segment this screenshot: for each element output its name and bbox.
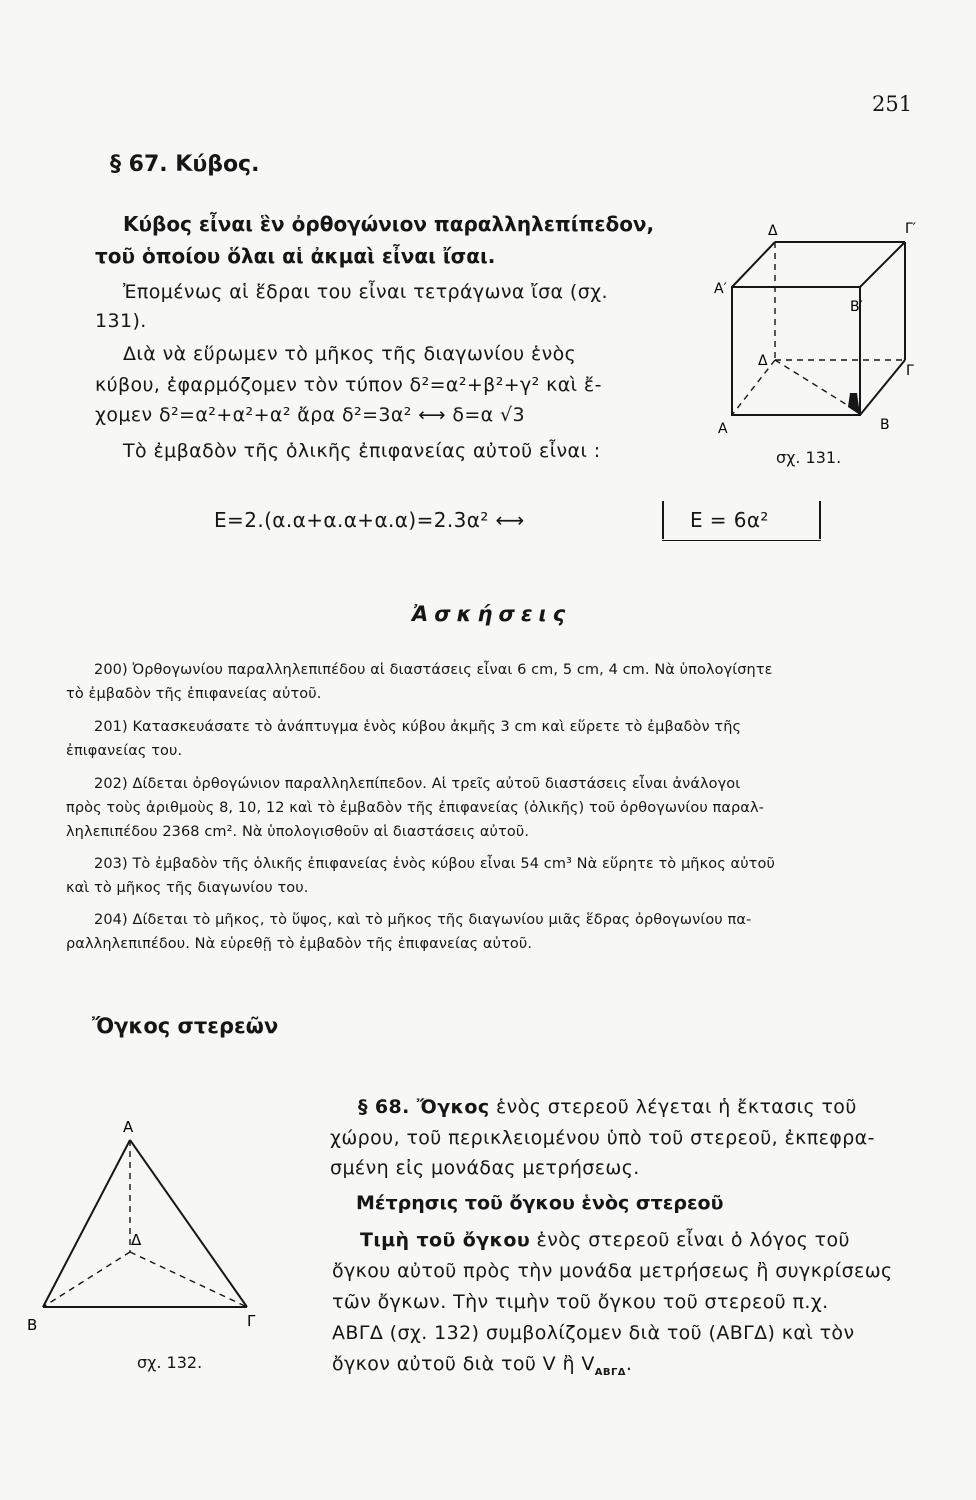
cube-definition-line2: τοῦ ὁποίου ὅλαι αἱ ἀκμαὶ εἶναι ἴσαι. (95, 244, 496, 268)
exercise-202-line3: ληλεπιπέδου 2368 cm². Νὰ ὑπολογισθοῦν αἱ διαστάσεις αὐτοῦ. (66, 824, 530, 840)
tetra-hidden-edge (43, 1252, 130, 1307)
tetra-edge (43, 1140, 130, 1307)
volume-paragraph-line1: Τιμὴ τοῦ ὄγκου ἑνὸς στερεοῦ εἶναι ὁ λόγος τοῦ (360, 1229, 850, 1251)
label-B: Β (27, 1316, 38, 1334)
label-D-top: Δ (768, 223, 778, 239)
section-68-line3: σμένη εἰς μονάδας μετρήσεως. (330, 1157, 640, 1179)
figure-131-cube (700, 215, 930, 475)
section-68-line2: χώρου, τοῦ περικλειομένου ὑπὸ τοῦ στερεοῦ, ἐκπεφρα- (330, 1127, 875, 1149)
diagonal-line (775, 360, 852, 408)
label-G-prime: Γ′ (905, 221, 916, 237)
label-G: Γ (247, 1312, 256, 1330)
label-B-prime: Β′ (850, 299, 863, 315)
tetra-hidden-edge (130, 1252, 247, 1307)
label-B: Β (880, 417, 890, 433)
figure-131-caption: σχ. 131. (776, 448, 842, 467)
figure-132-tetrahedron (25, 1112, 275, 1337)
exercise-201-line1: 201) Κατασκευάσατε τὸ ἀνάπτυγμα ἑνὸς κύβου ἀκμῆς 3 cm καὶ εὕρετε τὸ ἐμβαδὸν τῆς (94, 719, 742, 735)
label-A: Α (718, 421, 728, 437)
exercise-200-line1: 200) Ὀρθογωνίου παραλληλεπιπέδου αἱ διαστάσεις εἶναι 6 cm, 5 cm, 4 cm. Νὰ ὑπολογίσητε (94, 662, 773, 678)
label-A-prime: Α′ (714, 281, 727, 297)
volume-paragraph-line5 (332, 1353, 632, 1378)
exercise-203-line1: 203) Τὸ ἐμβαδὸν τῆς ὁλικῆς ἐπιφανείας ἑνὸς κύβου εἶναι 54 cm³ Νὰ εὕρητε τὸ μῆκος αὐτοῦ (94, 856, 775, 872)
paragraph-diagonal-line3: χομεν δ²=α²+α²+α² ἄρα δ²=3α² ⟷ δ=α √3 (95, 404, 526, 426)
tetra-edge (130, 1140, 247, 1307)
cube-edge (860, 360, 905, 415)
page-number: 251 (872, 92, 913, 116)
area-formula: E=2.(α.α+α.α+α.α)=2.3α² ⟷ (214, 508, 525, 532)
section-67-heading: § 67. Κύβος. (110, 152, 260, 177)
cube-definition-line1: Κύβος εἶναι ἓν ὀρθογώνιον παραλληλεπίπεδον, (123, 212, 655, 236)
volume-line5-text: ὄγκον αὐτοῦ διὰ τοῦ V ἢ V (332, 1353, 595, 1375)
exercise-201-line2: ἐπιφανείας του. (66, 743, 183, 759)
figure-132-caption: σχ. 132. (137, 1353, 203, 1372)
diagonal-arrow-icon (848, 393, 860, 415)
exercise-204-line1: 204) Δίδεται τὸ μῆκος, τὸ ὕψος, καὶ τὸ μῆκος τῆς διαγωνίου μιᾶς ἕδρας ὀρθογωνίου πα- (94, 912, 752, 928)
volume-line5-end: . (625, 1353, 633, 1375)
paragraph-area: Τὸ ἐμβαδὸν τῆς ὁλικῆς ἐπιφανείας αὐτοῦ εἶναι : (123, 440, 601, 462)
paragraph-diagonal-line2: κύβου, ἐφαρμόζομεν τὸν τύπον δ²=α²+β²+γ² καὶ ἔ- (95, 374, 602, 396)
label-D: Δ (131, 1231, 142, 1249)
cube-edge (732, 242, 775, 287)
section-68-line1: § 68. Ὄγκος ἑνὸς στερεοῦ λέγεται ἡ ἔκτασις τοῦ (358, 1096, 857, 1118)
label-G: Γ (906, 363, 914, 379)
volume-subheading: Μέτρησις τοῦ ὄγκου ἑνὸς στερεοῦ (356, 1192, 724, 1214)
hidden-edge (732, 360, 775, 415)
paragraph-faces-line2: 131). (95, 310, 147, 332)
volume-heading: Ὄγκος στερεῶν (92, 1014, 279, 1038)
label-D-bottom: Δ (758, 353, 768, 369)
exercise-202-line1: 202) Δίδεται ὀρθογώνιον παραλληλεπίπεδον. Αἱ τρεῖς αὐτοῦ διαστάσεις εἶναι ἀνάλογοι (94, 776, 741, 792)
paragraph-diagonal-line1: Διὰ νὰ εὕρωμεν τὸ μῆκος τῆς διαγωνίου ἑνὸς (123, 343, 577, 365)
label-A: Α (123, 1118, 134, 1136)
exercise-202-line2: πρὸς τοὺς ἀριθμοὺς 8, 10, 12 καὶ τὸ ἐμβαδὸν τῆς ἐπιφανείας (ὁλικῆς) τοῦ ὀρθογωνίου παραλ- (66, 800, 764, 816)
cube-edge (860, 242, 905, 287)
cube-front-face (732, 287, 860, 415)
paragraph-faces-line1: Ἐπομένως αἱ ἕδραι του εἶναι τετράγωνα ἴσα (σχ. (123, 281, 608, 303)
boxed-formula-underline (662, 540, 821, 541)
exercises-title: Ἀσκήσεις (412, 602, 572, 626)
volume-paragraph-line3: τῶν ὄγκων. Τὴν τιμὴν τοῦ ὄγκου τοῦ στερεοῦ π.χ. (332, 1291, 829, 1313)
volume-paragraph-line2: ὄγκου αὐτοῦ πρὸς τὴν μονάδα μετρήσεως ἢ συγκρίσεως (332, 1260, 893, 1282)
exercise-204-line2: ραλληλεπιπέδου. Νὰ εὑρεθῇ τὸ ἐμβαδὸν τῆς ἐπιφανείας αὐτοῦ. (66, 936, 533, 952)
exercise-203-line2: καὶ τὸ μῆκος τῆς διαγωνίου του. (66, 880, 309, 896)
exercise-200-line2: τὸ ἐμβαδὸν τῆς ἐπιφανείας αὐτοῦ. (66, 686, 322, 702)
boxed-formula: E = 6α² (690, 508, 769, 532)
volume-subscript: ΑΒΓΔ (594, 1366, 626, 1378)
volume-paragraph-line4: ΑΒΓΔ (σχ. 132) συμβολίζομεν διὰ τοῦ (ΑΒΓΔ) καὶ τὸν (332, 1322, 855, 1344)
